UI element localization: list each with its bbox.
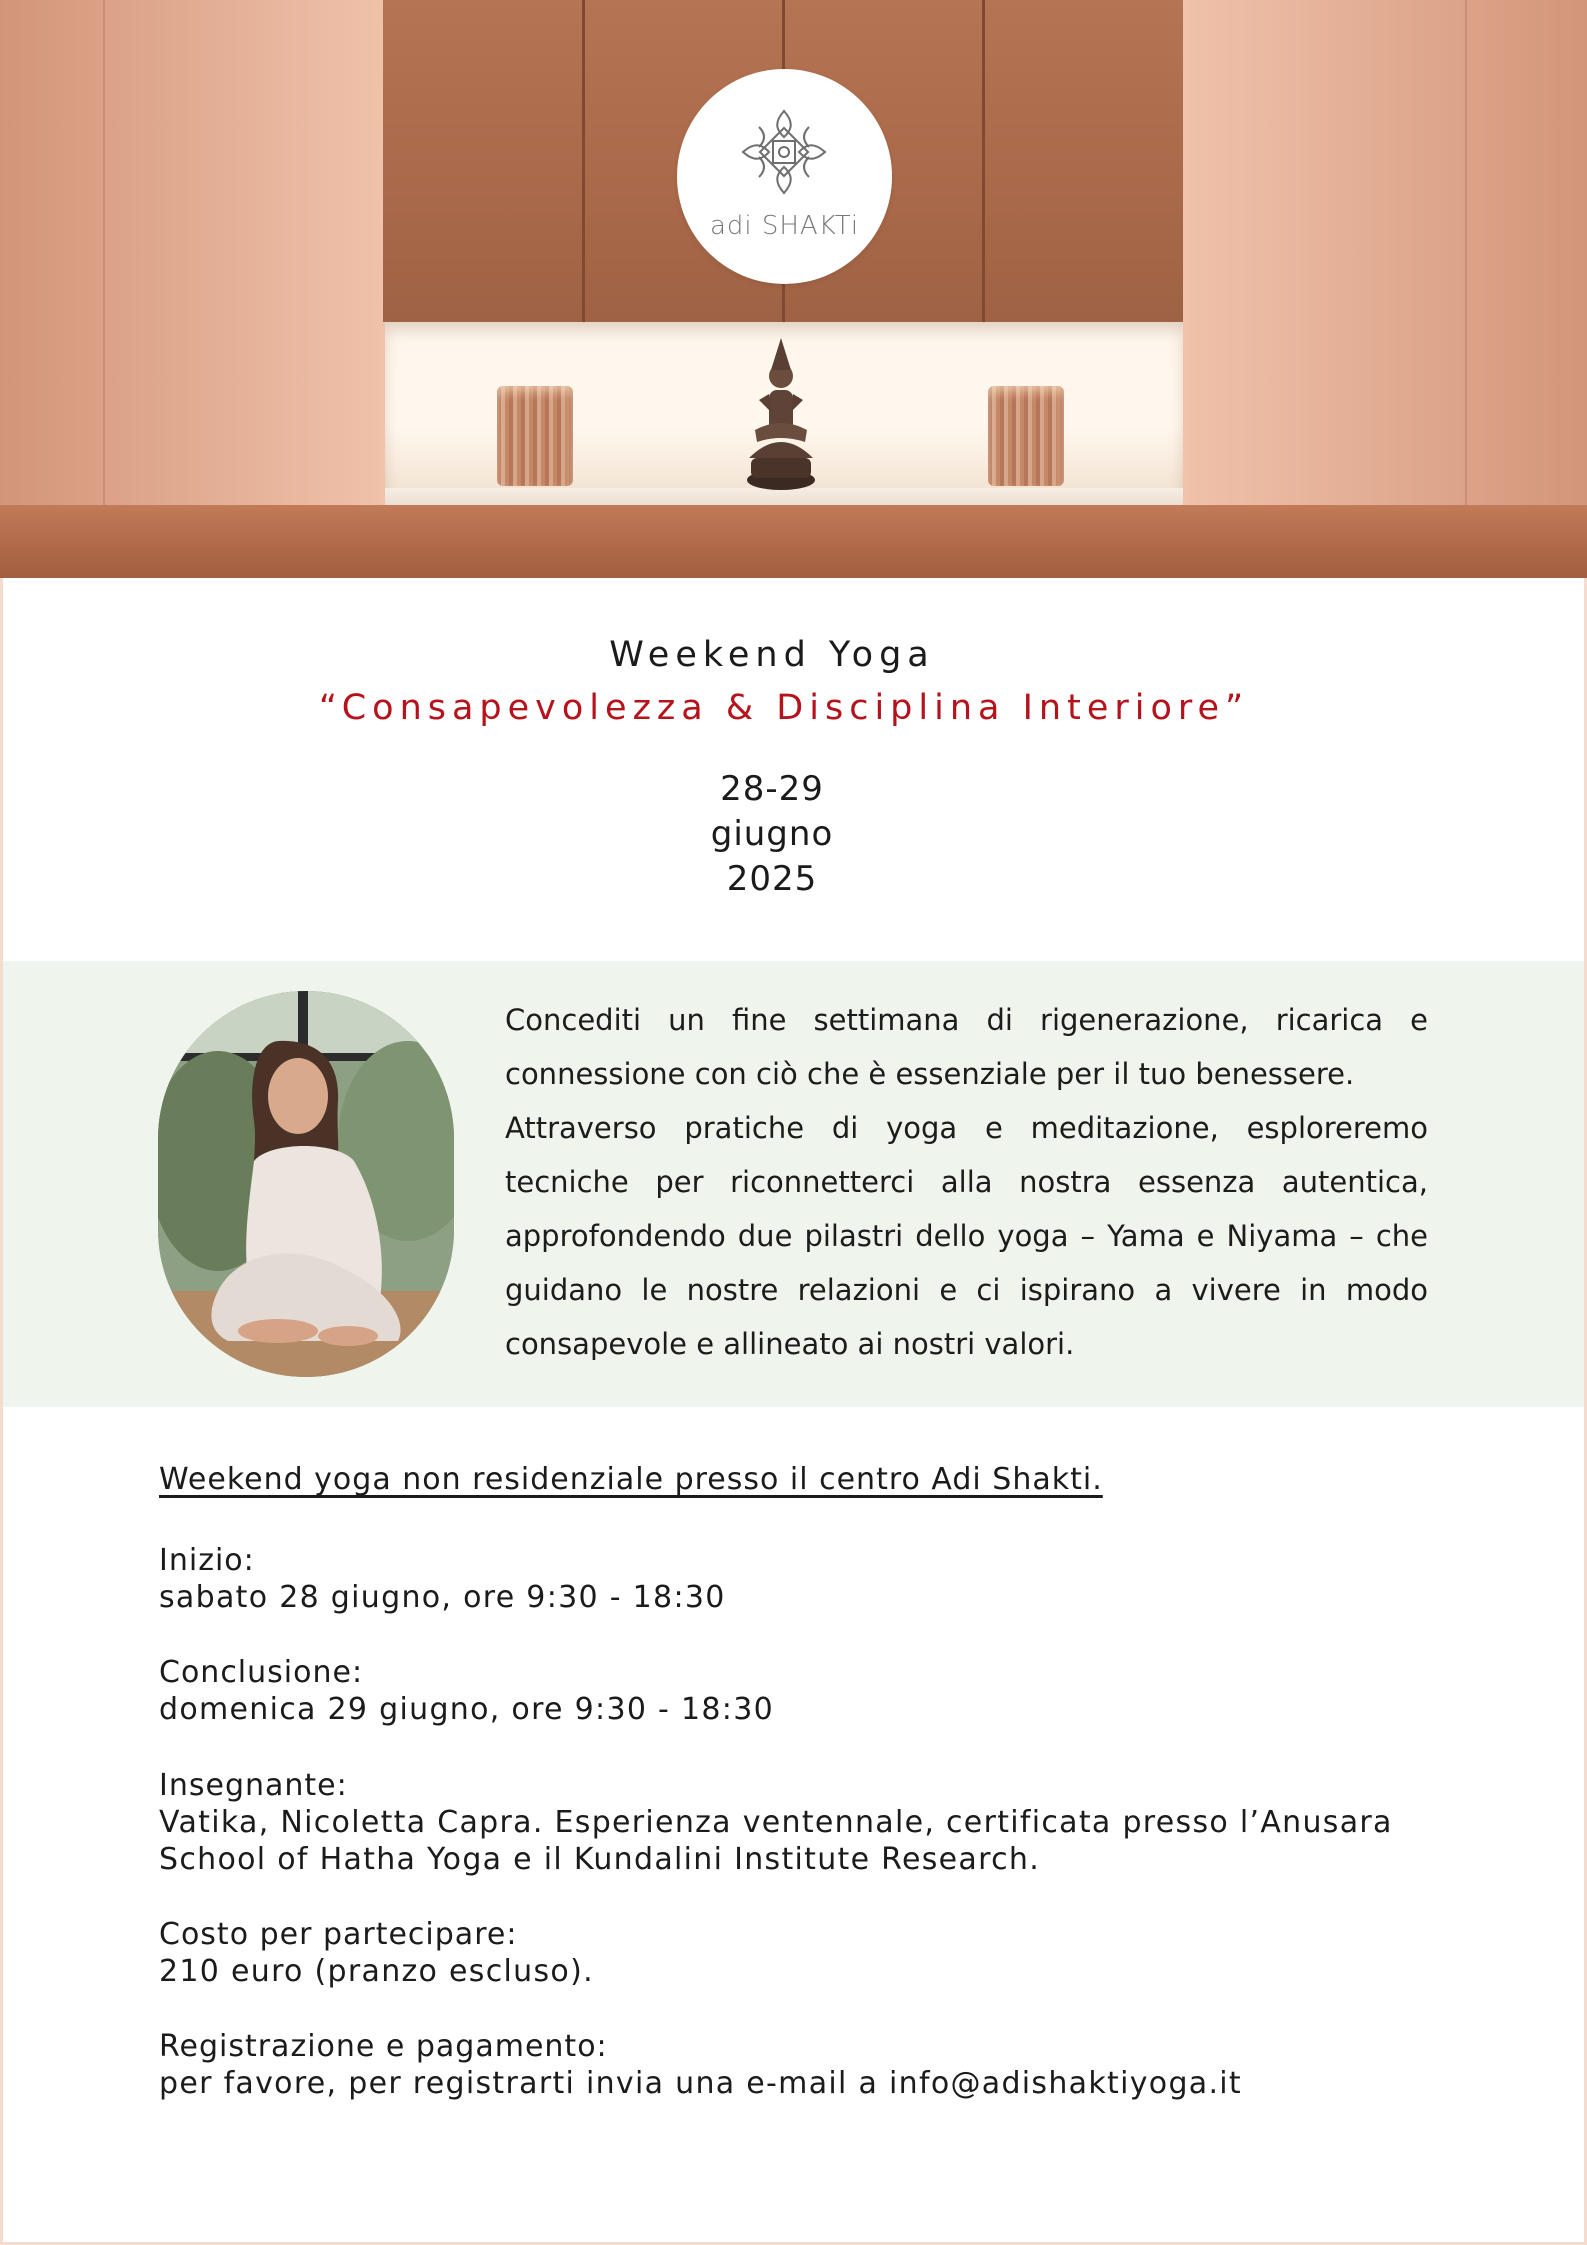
- cost-value: 210 euro (pranzo escluso).: [159, 1954, 594, 1989]
- end-value: domenica 29 giugno, ore 9:30 - 18:30: [159, 1692, 774, 1727]
- end-label: Conclusione:: [159, 1655, 364, 1690]
- teacher-info: [159, 1767, 1393, 1878]
- registration-info: [159, 2028, 1242, 2102]
- hero-photo: [0, 0, 1587, 578]
- intro-text: [505, 993, 1428, 1371]
- registration-value: per favore, per registrarti invia una e-mail a info@adishaktiyoga.it: [159, 2066, 1242, 2101]
- start-value: sabato 28 giugno, ore 9:30 - 18:30: [159, 1580, 726, 1615]
- registration-label: Registrazione e pagamento:: [159, 2029, 608, 2064]
- teacher-value: Vatika, Nicoletta Capra. Esperienza ventennale, certificata presso l’Anusara School of Hatha Yoga e il Kundalini Institute Research.: [159, 1805, 1393, 1877]
- buddha-statue-icon: [735, 330, 827, 490]
- intro-paragraph: Concediti un fine settimana di rigenerazione, ricarica e connessione con ciò che è essenziale per il tuo benessere.: [505, 1003, 1428, 1091]
- candle-holder-right: [988, 386, 1064, 486]
- event-date: [0, 767, 1544, 902]
- details-headline: Weekend yoga non residenziale presso il centro Adi Shakti.: [159, 1462, 1103, 1497]
- logo-wordmark: adi SHAKTi: [709, 211, 860, 241]
- adi-shakti-logo: [677, 69, 892, 284]
- cabinet-divider: [982, 0, 985, 322]
- event-title: Weekend Yoga: [609, 635, 935, 675]
- mandala-knot-icon: [739, 107, 829, 197]
- cost-info: [159, 1916, 594, 1990]
- date-month: giugno: [710, 814, 834, 854]
- intro-band: [3, 961, 1584, 1407]
- teacher-portrait: [158, 991, 454, 1377]
- end-info: [159, 1654, 774, 1728]
- event-subtitle: “Consapevolezza & Disciplina Interiore”: [318, 688, 1250, 728]
- cabinet-divider: [582, 0, 585, 322]
- cost-label: Costo per partecipare:: [159, 1917, 518, 1952]
- teacher-photo: [158, 991, 454, 1377]
- hero-wall-left: [0, 0, 385, 505]
- teacher-label: Insegnante:: [159, 1768, 348, 1803]
- hero-wall-right: [1182, 0, 1587, 505]
- start-label: Inizio:: [159, 1543, 255, 1578]
- candle-holder-left: [497, 386, 573, 486]
- date-year: 2025: [726, 859, 818, 899]
- hero-floor: [0, 505, 1587, 578]
- hero-corner-line: [1465, 0, 1467, 510]
- start-info: [159, 1542, 726, 1616]
- event-details: [159, 1462, 1459, 2101]
- hero-corner-line: [103, 0, 105, 510]
- date-days: 28-29: [720, 769, 824, 809]
- intro-paragraph: Attraverso pratiche di yoga e meditazione, esploreremo tecniche per riconnetterci alla nostra essenza autentica, approfondendo due pilastri dello yoga – Yama e Niyama – che guidano le nostre relazioni e ci ispirano a vivere in modo consapevole e allineato ai nostri valori.: [505, 1111, 1428, 1361]
